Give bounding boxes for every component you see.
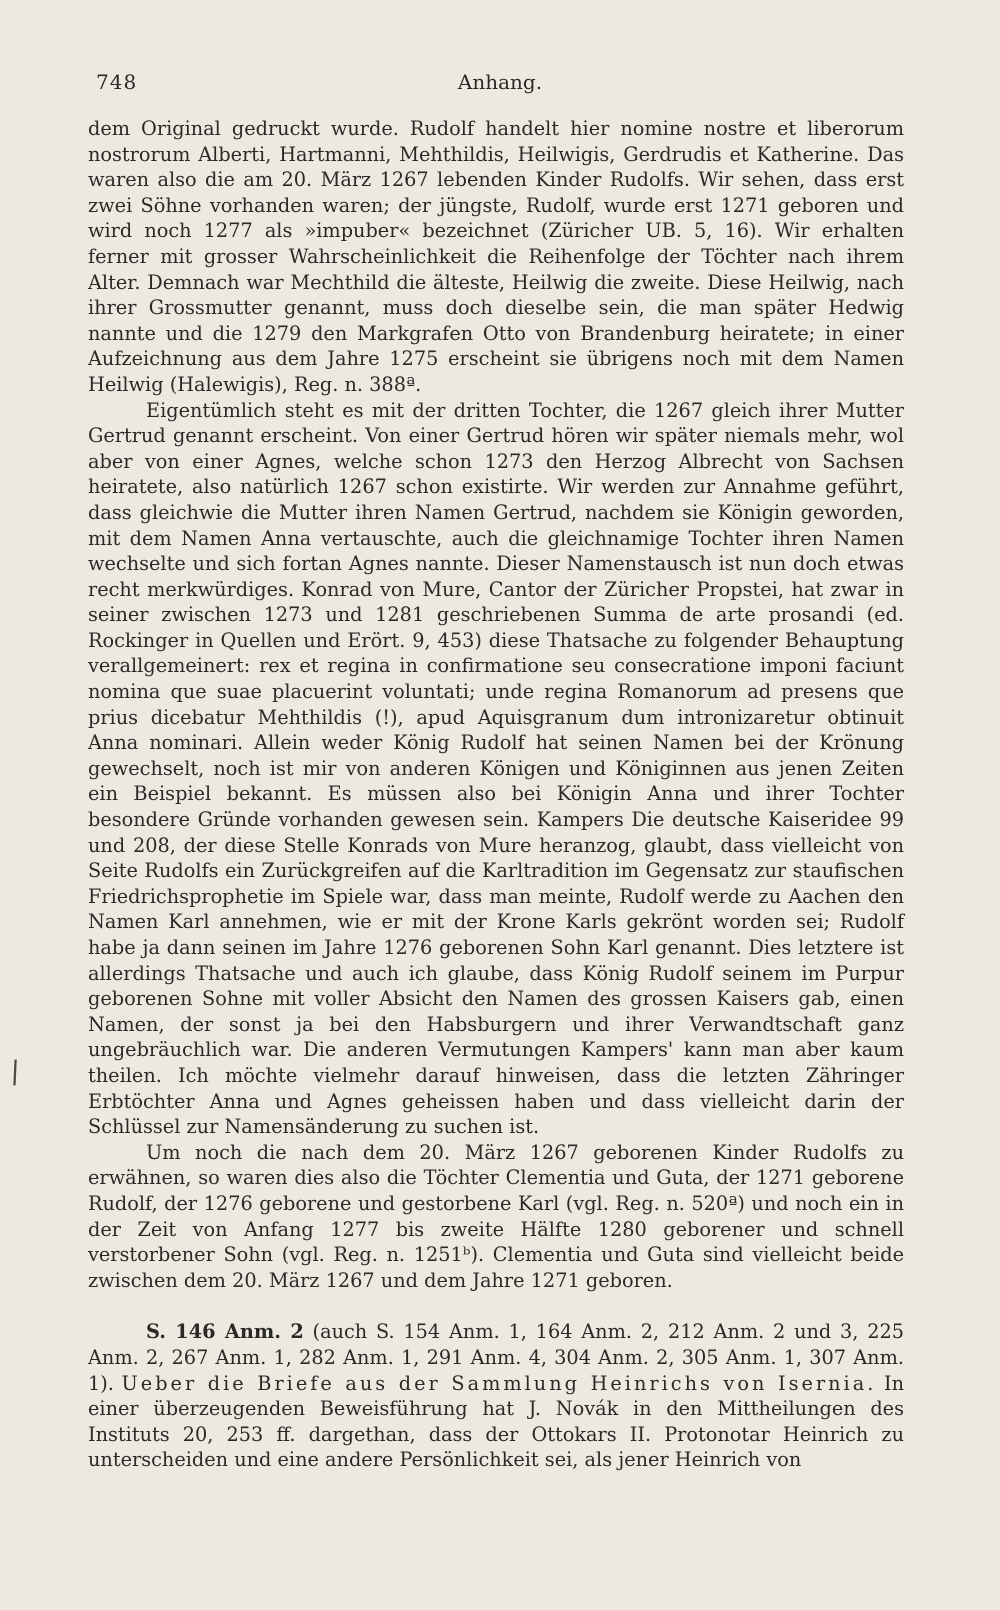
reference-list: (auch S. 154 Anm. 1, 164 Anm. 2, 212 Anm. 2 und 3, 225 Anm. 2, 267 Anm. 1, 282 Anm. 1, 291 Anm. 4, 304 Anm. 2, 305 Anm. 1, 307 Anm. 1). bbox=[88, 1320, 905, 1395]
section-reference: S. 146 Anm. 2 bbox=[146, 1320, 304, 1344]
paragraph-2: Eigentümlich steht es mit der dritten Tochter, die 1267 gleich ihrer Mutter Gertrud genannt erscheint. Von einer Gertrud hören wir später niemals mehr, wol aber von einer Agnes, welche schon 1273 den Herzog Albrecht von Sachsen heiratete, also natürlich 1267 schon existirte. Wir werden zur Annahme geführt, dass gleichwie die Mutter ihren Namen Gertrud, nachdem sie Königin geworden, mit dem Namen Anna vertauschte, auch die gleichnamige Tochter ihren Namen wechselte und sich fortan Agnes nannte. Dieser Namenstausch ist nun doch etwas recht merkwürdiges. Konrad von Mure, Cantor der Züricher Propstei, hat zwar in seiner zwischen 1273 und 1281 geschriebenen Summa de arte prosandi (ed. Rockinger in Quellen und Erört. 9, 453) diese Thatsache zu folgender Behauptung verallgemeinert: rex et regina in confirmatione seu consecratione imponi faciunt nomina que suae placuerint voluntati; unde regina Romanorum ad presens que prius dicebatur Mehthildis (!), apud Aquisgranum dum intronizaretur obtinuit Anna nominari. Allein weder König Rudolf hat seinen Namen bei der Krönung gewechselt, noch ist mir von anderen Königen und Königinnen aus jenen Zeiten ein Beispiel bekannt. Es müssen also bei Königin Anna und ihrer Tochter besondere Gründe vorhanden gewesen sein. Kampers Die deutsche Kaiseridee 99 und 208, der diese Stelle Konrads von Mure heranzog, glaubt, dass vielleicht von Seite Rudolfs ein Zurückgreifen auf die Karltradition im Gegensatz zur staufischen Friedrichsprophetie im Spiele war, dass man meinte, Rudolf werde zu Aachen den Namen Karl annehmen, wie er mit der Krone Karls gekrönt worden sei; Rudolf habe ja dann seinen im Jahre 1276 geborenen Sohn Karl genannt. Dies letztere ist allerdings Thatsache und auch ich glaube, dass König Rudolf seinem im Purpur geborenen Sohne mit voller Absicht den Namen des grossen Kaisers gab, einen Namen, der sonst ja bei den Habsburgern und ihrer Verwandtschaft ganz ungebräuchlich war. Die anderen Vermutungen Kampers' kann man aber kaum theilen. Ich möchte vielmehr darauf hinweisen, dass die letzten Zähringer Erbtöchter Anna und Agnes geheissen haben und dass vielleicht darin der Schlüssel zur Namensänderung zu suchen ist. bbox=[88, 398, 904, 1139]
page-number: 748 bbox=[96, 70, 138, 94]
page-header bbox=[96, 70, 904, 100]
body-text bbox=[88, 116, 904, 1473]
paragraph-gap bbox=[88, 1293, 904, 1319]
paragraph-4-text: In einer überzeugenden Beweisführung hat J. Novák in den Mittheilungen des Instituts 20, 253 ff. dargethan, dass der Ottokars II. Protonotar Heinrich zu unterscheiden und eine andere Persönlichkeit sei, als jener Heinrich von bbox=[88, 1371, 904, 1472]
spaced-heading: Ueber die Briefe aus der Sammlung Heinrichs von Isernia. bbox=[121, 1371, 877, 1395]
paragraph-1: dem Original gedruckt wurde. Rudolf handelt hier nomine nostre et liberorum nostrorum Alberti, Hartmanni, Mehthildis, Heilwigis, Gerdrudis et Katherine. Das waren also die am 20. März 1267 lebenden Kinder Rudolfs. Wir sehen, dass erst zwei Söhne vorhanden waren; der jüngste, Rudolf, wurde erst 1271 geboren und wird noch 1277 als »impuber« bezeichnet (Züricher UB. 5, 16). Wir erhalten ferner mit grosser Wahrscheinlichkeit die Reihenfolge der Töchter nach ihrem Alter. Demnach war Mechthild die älteste, Heilwig die zweite. Diese Heilwig, nach ihrer Grossmutter genannt, muss doch dieselbe sein, die man später Hedwig nannte und die 1279 den Markgrafen Otto von Brandenburg heiratete; in einer Aufzeichnung aus dem Jahre 1275 erscheint sie übrigens noch mit dem Namen Heilwig (Halewigis), Reg. n. 388ª. bbox=[88, 117, 904, 396]
paragraph-3: Um noch die nach dem 20. März 1267 geborenen Kinder Rudolfs zu erwähnen, so waren dies also die Töchter Clementia und Guta, der 1271 geborene Rudolf, der 1276 geborene und gestorbene Karl (vgl. Reg. n. 520ª) und noch ein in der Zeit von Anfang 1277 bis zweite Hälfte 1280 geborener und schnell verstorbener Sohn (vgl. Reg. n. 1251ᵇ). Clementia und Guta sind vielleicht beide zwischen dem 20. März 1267 und dem Jahre 1271 geboren. bbox=[88, 1140, 904, 1292]
margin-pencil-mark: / bbox=[5, 1054, 25, 1091]
running-title: Anhang. bbox=[457, 70, 543, 94]
paragraph-4 bbox=[88, 1319, 904, 1473]
